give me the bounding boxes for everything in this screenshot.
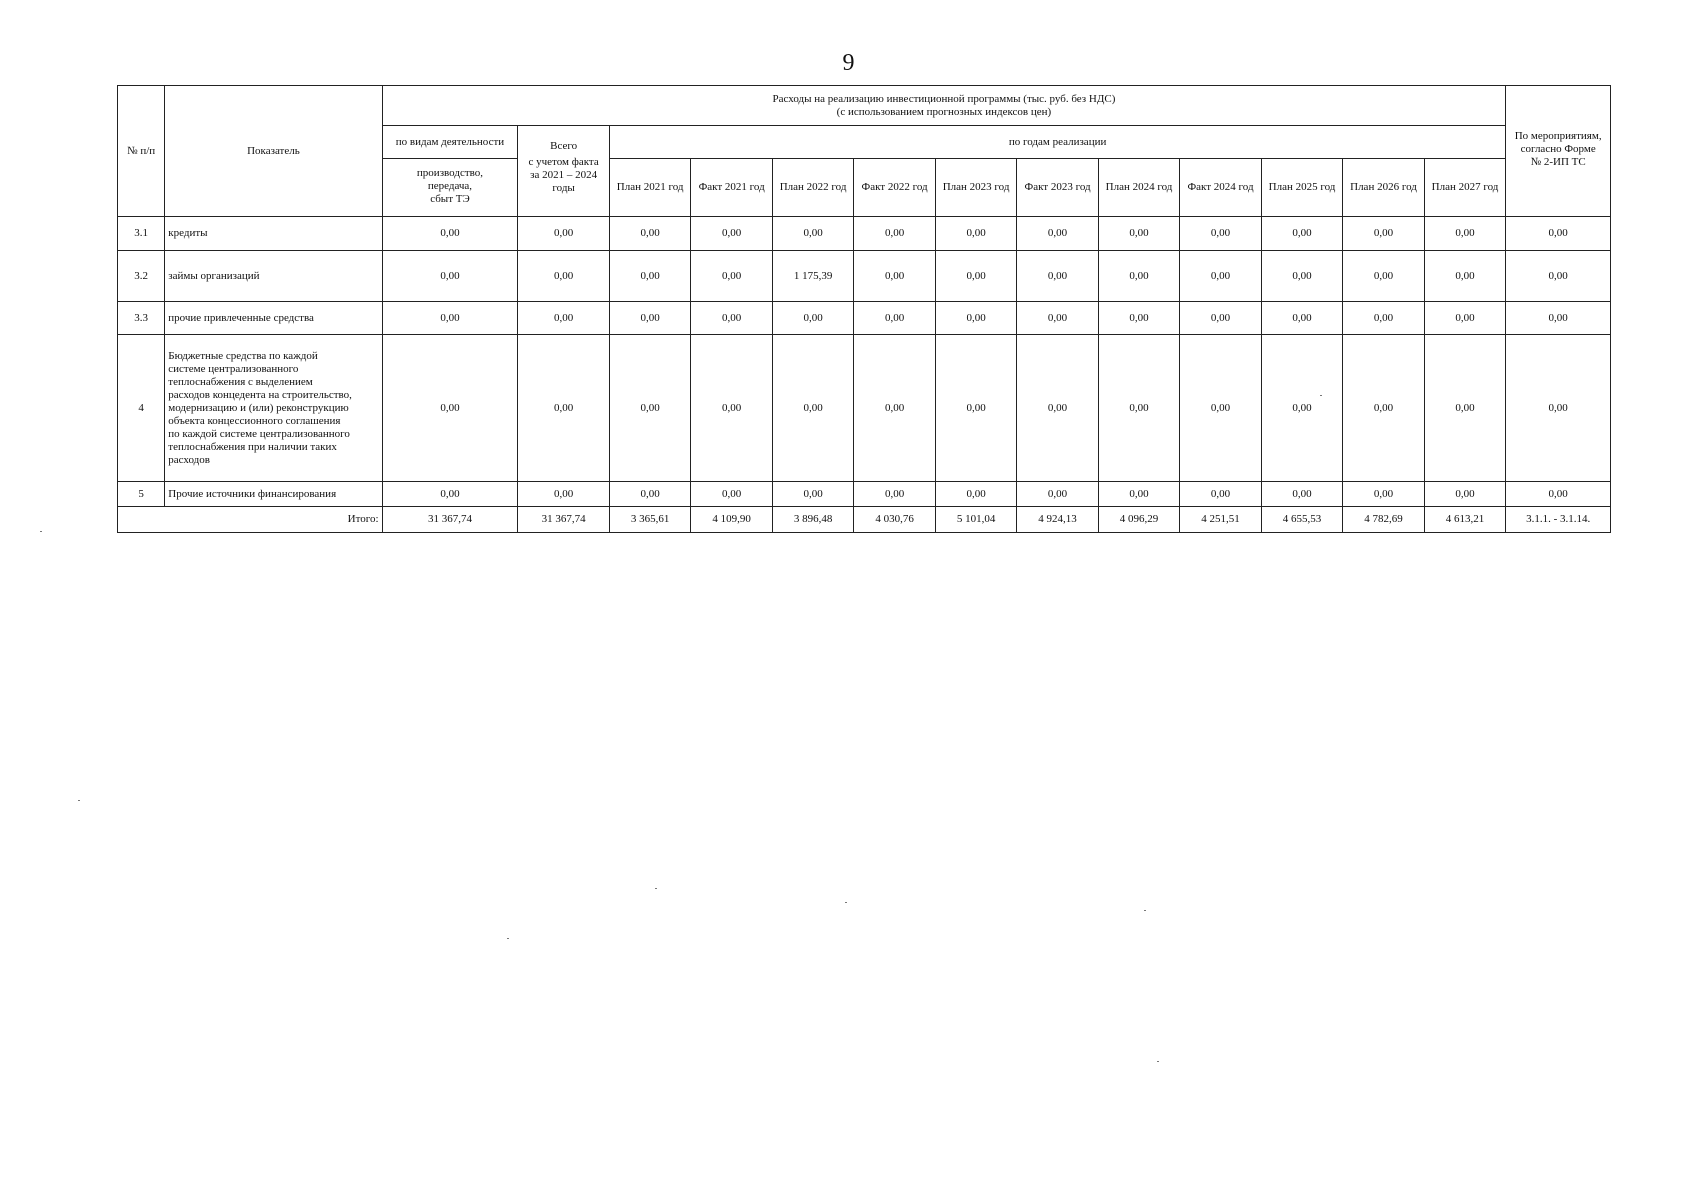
header-year: План 2024 год bbox=[1098, 159, 1179, 217]
row-activity-value: 0,00 bbox=[382, 302, 518, 335]
row-year-value: 0,00 bbox=[609, 251, 690, 302]
header-expenses-line: Расходы на реализацию инвестиционной программы (тыс. руб. без НДС) bbox=[772, 92, 1116, 105]
row-year-value: 0,00 bbox=[1180, 251, 1261, 302]
row-year-value: 0,00 bbox=[935, 335, 1016, 482]
row-name-line: расходов концедента на строительство, bbox=[168, 388, 352, 401]
row-year-value: 0,00 bbox=[1017, 251, 1098, 302]
header-total-line: Всего bbox=[550, 140, 578, 152]
header-activity-sub-line: производство, bbox=[416, 167, 483, 179]
row-year-value: 0,00 bbox=[1343, 251, 1424, 302]
row-year-value: 0,00 bbox=[1424, 335, 1506, 482]
header-num: № п/п bbox=[118, 86, 165, 217]
header-by-measures-line: согласно Форме bbox=[1520, 143, 1596, 155]
header-year: План 2025 год bbox=[1261, 159, 1342, 217]
row-year-value: 0,00 bbox=[1180, 217, 1261, 251]
scan-speck bbox=[1320, 395, 1322, 396]
header-year: План 2027 год bbox=[1424, 159, 1506, 217]
total-year-value: 4 251,51 bbox=[1180, 507, 1261, 533]
scan-speck bbox=[845, 902, 847, 903]
table-row bbox=[118, 251, 1611, 302]
total-activity-value: 31 367,74 bbox=[382, 507, 518, 533]
scan-speck bbox=[507, 938, 509, 939]
row-total-value: 0,00 bbox=[518, 217, 610, 251]
row-total-value: 0,00 bbox=[518, 251, 610, 302]
header-year: Факт 2023 год bbox=[1017, 159, 1098, 217]
row-name bbox=[165, 482, 382, 507]
total-year-value: 4 030,76 bbox=[854, 507, 935, 533]
row-total-value: 0,00 bbox=[518, 302, 610, 335]
header-by-measures bbox=[1506, 86, 1611, 217]
row-year-value: 0,00 bbox=[1261, 302, 1342, 335]
header-activity-sub-line: сбыт ТЭ bbox=[430, 193, 470, 205]
row-name bbox=[165, 302, 382, 335]
row-year-value: 0,00 bbox=[609, 217, 690, 251]
row-year-value: 0,00 bbox=[772, 302, 853, 335]
header-total-line: годы bbox=[552, 182, 575, 194]
total-measures-value: 3.1.1. - 3.1.14. bbox=[1506, 507, 1611, 533]
row-year-value: 0,00 bbox=[1343, 482, 1424, 507]
row-year-value: 0,00 bbox=[772, 217, 853, 251]
row-year-value: 0,00 bbox=[1098, 335, 1179, 482]
row-name-line: Прочие источники финансирования bbox=[168, 487, 337, 500]
row-year-value: 0,00 bbox=[1098, 251, 1179, 302]
scan-speck bbox=[1157, 1061, 1159, 1062]
total-year-value: 3 365,61 bbox=[609, 507, 690, 533]
row-year-value: 0,00 bbox=[1017, 302, 1098, 335]
header-activity-sub-line: передача, bbox=[427, 180, 473, 192]
row-year-value: 0,00 bbox=[854, 251, 935, 302]
header-year: План 2023 год bbox=[935, 159, 1016, 217]
row-year-value: 1 175,39 bbox=[772, 251, 853, 302]
row-num: 3.3 bbox=[118, 302, 165, 335]
row-year-value: 0,00 bbox=[1098, 217, 1179, 251]
row-year-value: 0,00 bbox=[1180, 482, 1261, 507]
scan-speck bbox=[78, 800, 80, 801]
row-year-value: 0,00 bbox=[772, 482, 853, 507]
header-by-measures-line: По мероприятиям, bbox=[1514, 130, 1602, 142]
row-name bbox=[165, 217, 382, 251]
row-measures-value: 0,00 bbox=[1506, 251, 1611, 302]
row-year-value: 0,00 bbox=[1343, 302, 1424, 335]
row-year-value: 0,00 bbox=[691, 335, 772, 482]
header-year: План 2026 год bbox=[1343, 159, 1424, 217]
row-measures-value: 0,00 bbox=[1506, 482, 1611, 507]
row-year-value: 0,00 bbox=[1261, 335, 1342, 482]
row-year-value: 0,00 bbox=[854, 217, 935, 251]
total-year-value: 5 101,04 bbox=[935, 507, 1016, 533]
header-expenses-line: (с использованием прогнозных индексов цен) bbox=[836, 105, 1052, 118]
row-name-line: модернизацию и (или) реконструкцию bbox=[168, 401, 349, 414]
row-name-line: Бюджетные средства по каждой bbox=[168, 349, 318, 362]
row-year-value: 0,00 bbox=[1343, 217, 1424, 251]
scan-speck bbox=[1144, 910, 1146, 911]
row-num: 3.1 bbox=[118, 217, 165, 251]
row-name-line: расходов bbox=[168, 453, 210, 466]
row-year-value: 0,00 bbox=[1017, 335, 1098, 482]
row-measures-value: 0,00 bbox=[1506, 302, 1611, 335]
total-row bbox=[118, 507, 1611, 533]
row-year-value: 0,00 bbox=[691, 251, 772, 302]
row-year-value: 0,00 bbox=[1424, 482, 1506, 507]
total-year-value: 4 924,13 bbox=[1017, 507, 1098, 533]
row-name-line: займы организаций bbox=[168, 269, 260, 282]
row-year-value: 0,00 bbox=[1180, 302, 1261, 335]
row-year-value: 0,00 bbox=[935, 302, 1016, 335]
row-measures-value: 0,00 bbox=[1506, 217, 1611, 251]
row-year-value: 0,00 bbox=[1424, 302, 1506, 335]
row-activity-value: 0,00 bbox=[382, 217, 518, 251]
row-name-line: объекта концессионного соглашения bbox=[168, 414, 341, 427]
header-indicator: Показатель bbox=[165, 86, 382, 217]
row-year-value: 0,00 bbox=[1017, 217, 1098, 251]
row-year-value: 0,00 bbox=[609, 482, 690, 507]
table-row bbox=[118, 482, 1611, 507]
header-total-line: за 2021 – 2024 bbox=[530, 169, 598, 181]
header-year: План 2021 год bbox=[609, 159, 690, 217]
total-total-value: 31 367,74 bbox=[518, 507, 610, 533]
row-year-value: 0,00 bbox=[691, 482, 772, 507]
row-name-line: по каждой системе централизованного bbox=[168, 427, 350, 440]
header-total bbox=[518, 126, 610, 217]
table-row bbox=[118, 217, 1611, 251]
row-year-value: 0,00 bbox=[1098, 482, 1179, 507]
row-total-value: 0,00 bbox=[518, 482, 610, 507]
total-year-value: 4 782,69 bbox=[1343, 507, 1424, 533]
row-name-line: теплоснабжения с выделением bbox=[168, 375, 313, 388]
header-by-activity: по видам деятельности bbox=[382, 126, 518, 159]
row-name-line: кредиты bbox=[168, 227, 208, 239]
row-activity-value: 0,00 bbox=[382, 335, 518, 482]
row-year-value: 0,00 bbox=[935, 251, 1016, 302]
row-year-value: 0,00 bbox=[854, 482, 935, 507]
row-year-value: 0,00 bbox=[854, 335, 935, 482]
row-name bbox=[165, 335, 382, 482]
row-measures-value: 0,00 bbox=[1506, 335, 1611, 482]
page-number: 9 bbox=[842, 50, 855, 76]
row-year-value: 0,00 bbox=[1343, 335, 1424, 482]
header-year: План 2022 год bbox=[772, 159, 853, 217]
row-year-value: 0,00 bbox=[1261, 482, 1342, 507]
row-year-value: 0,00 bbox=[691, 217, 772, 251]
header-year: Факт 2021 год bbox=[691, 159, 772, 217]
total-year-value: 4 109,90 bbox=[691, 507, 772, 533]
row-num: 5 bbox=[118, 482, 165, 507]
row-name bbox=[165, 251, 382, 302]
header-year: Факт 2022 год bbox=[854, 159, 935, 217]
total-year-value: 4 655,53 bbox=[1261, 507, 1342, 533]
row-year-value: 0,00 bbox=[1180, 335, 1261, 482]
row-year-value: 0,00 bbox=[1261, 217, 1342, 251]
header-by-measures-line: № 2-ИП ТС bbox=[1530, 156, 1586, 168]
row-year-value: 0,00 bbox=[1098, 302, 1179, 335]
row-num: 3.2 bbox=[118, 251, 165, 302]
row-total-value: 0,00 bbox=[518, 335, 610, 482]
row-activity-value: 0,00 bbox=[382, 251, 518, 302]
row-year-value: 0,00 bbox=[935, 217, 1016, 251]
row-year-value: 0,00 bbox=[1424, 217, 1506, 251]
row-year-value: 0,00 bbox=[609, 335, 690, 482]
row-year-value: 0,00 bbox=[1261, 251, 1342, 302]
total-year-value: 4 096,29 bbox=[1098, 507, 1179, 533]
scan-speck bbox=[40, 531, 42, 532]
row-year-value: 0,00 bbox=[935, 482, 1016, 507]
header-year: Факт 2024 год bbox=[1180, 159, 1261, 217]
row-year-value: 0,00 bbox=[609, 302, 690, 335]
row-year-value: 0,00 bbox=[854, 302, 935, 335]
row-name-line: теплоснабжения при наличии таких bbox=[168, 440, 337, 453]
header-activity-sub bbox=[382, 159, 518, 217]
investment-expenses-table bbox=[117, 85, 1611, 533]
row-year-value: 0,00 bbox=[691, 302, 772, 335]
row-year-value: 0,00 bbox=[772, 335, 853, 482]
row-activity-value: 0,00 bbox=[382, 482, 518, 507]
table-row bbox=[118, 302, 1611, 335]
table-row bbox=[118, 335, 1611, 482]
total-year-value: 4 613,21 bbox=[1424, 507, 1506, 533]
header-expenses bbox=[382, 86, 1506, 126]
row-year-value: 0,00 bbox=[1017, 482, 1098, 507]
header-by-years: по годам реализации bbox=[609, 126, 1505, 159]
header-total-line: с учетом факта bbox=[528, 156, 599, 168]
row-name-line: системе централизованного bbox=[168, 362, 299, 375]
row-year-value: 0,00 bbox=[1424, 251, 1506, 302]
row-num: 4 bbox=[118, 335, 165, 482]
total-label: Итого: bbox=[118, 507, 383, 533]
scan-speck bbox=[655, 888, 657, 889]
total-year-value: 3 896,48 bbox=[772, 507, 853, 533]
row-name-line: прочие привлеченные средства bbox=[168, 311, 314, 324]
